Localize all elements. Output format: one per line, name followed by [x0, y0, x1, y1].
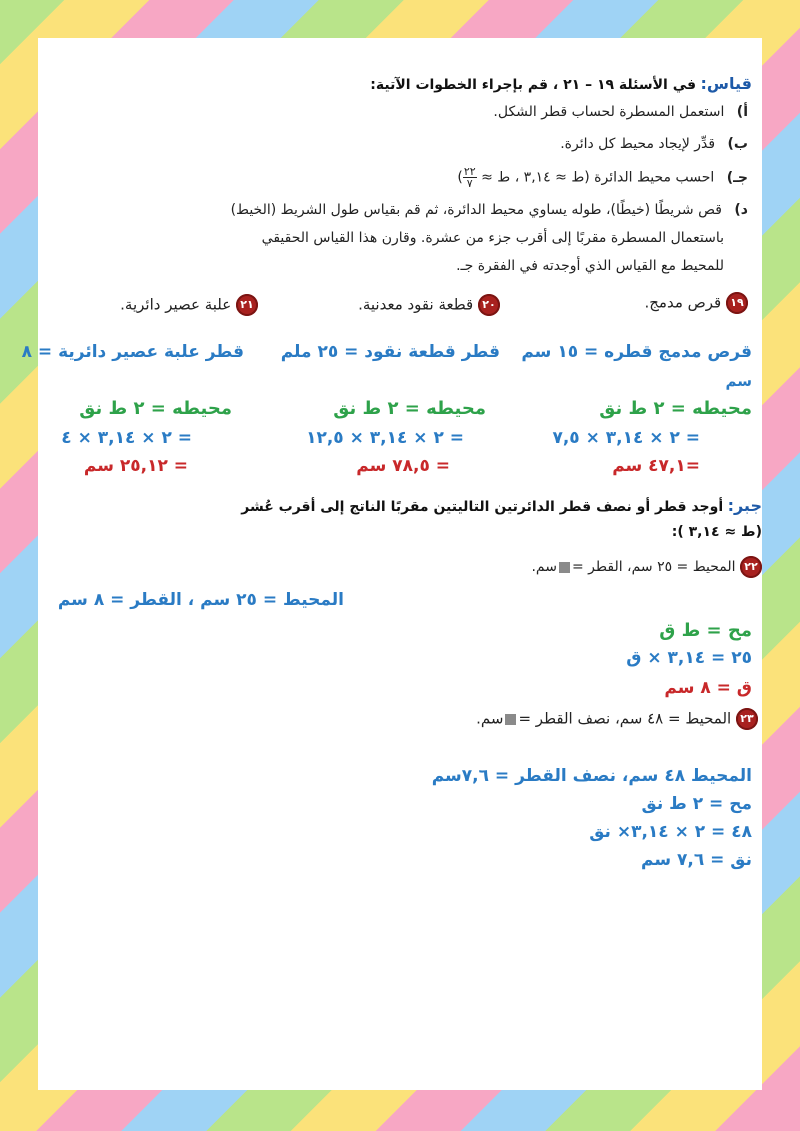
answer-19-formula: محيطه = ٢ ط نق — [599, 398, 752, 419]
step-b-letter: ب) — [727, 136, 748, 152]
step-c-letter: جـ) — [726, 169, 748, 186]
answer-23-result: نق = ٧,٦ سم — [641, 850, 752, 870]
problem-19 — [644, 292, 748, 314]
blank-box-icon — [505, 714, 516, 725]
step-c-fraction — [463, 166, 477, 189]
problem-19-label: قرص مدمج. — [644, 293, 722, 312]
answer-19-diameter: قرص مدمج قطره = ١٥ سم — [521, 342, 752, 362]
step-d-line1: قص شريطًا (خيطًا)، طوله يساوي محيط الدائرة، ثم قم بقياس طول الشريط (الخيط) — [230, 202, 722, 218]
answer-21-diameter: قطر علبة عصير دائرية = ٨ — [21, 342, 244, 362]
answer-23-line: المحيط ٤٨ سم، نصف القطر = ٧,٦سم — [431, 766, 752, 786]
problem-23-text-after: سم. — [476, 709, 504, 728]
worksheet-page — [21, 38, 762, 1090]
step-a-text: استعمل المسطرة لحساب قطر الشكل. — [493, 104, 725, 120]
fraction-denominator: ٧ — [466, 177, 473, 190]
answer-20-formula: محيطه = ٢ ط نق — [333, 398, 486, 419]
problem-20-number: ٢٠ — [478, 294, 500, 316]
algebra-heading — [241, 496, 762, 515]
answer-22-result: ق = ٨ سم — [664, 678, 752, 698]
answer-21-calc: = ٢ × ٣,١٤ × ٤ — [61, 428, 192, 448]
answer-19-calc: = ٢ × ٣,١٤ × ٧,٥ — [552, 428, 700, 448]
step-a — [493, 104, 748, 120]
step-d-line3: للمحيط مع القياس الذي أوجدته في الفقرة جـ. — [456, 258, 724, 274]
step-d-letter: د) — [734, 202, 748, 218]
algebra-pi-note: (ط ≈ ٣,١٤ ): — [671, 524, 762, 540]
answer-20-result: = ٧٨,٥ سم — [356, 456, 450, 476]
algebra-label: جبر: — [727, 496, 762, 515]
problem-19-number: ١٩ — [726, 292, 748, 314]
measure-label: قياس: — [700, 74, 752, 93]
problem-21 — [120, 294, 258, 316]
step-c: جـ) احسب محيط الدائرة (ط ≈ ٣,١٤ ، ط ≈ $\frac{٢٢}{٧}$ ) — [457, 165, 748, 190]
algebra-intro: أوجد قطر أو نصف قطر الدائرتين التاليتين مقربًا الناتج إلى أقرب عُشر — [241, 499, 724, 515]
answer-19-unit-wrap: سم — [725, 372, 752, 390]
answer-19-result: =٤٧,١ سم — [612, 456, 700, 476]
step-c-text: احسب محيط الدائرة (ط ≈ ٣,١٤ ، ط ≈ — [481, 169, 715, 186]
problem-22 — [531, 556, 762, 578]
step-d — [231, 202, 748, 218]
answer-23-formula: مح = ٢ ط نق — [641, 794, 752, 814]
fraction-numerator: ٢٢ — [463, 165, 476, 178]
problem-23-number: ٢٣ — [736, 708, 758, 730]
answer-21-formula: محيطه = ٢ ط نق — [79, 398, 232, 419]
problem-20 — [358, 294, 500, 316]
step-d-line2: باستعمال المسطرة مقربًا إلى أقرب جزء من عشرة. وقارن هذا القياس الحقيقي — [261, 230, 724, 246]
blank-box-icon — [559, 562, 570, 573]
problem-23-text-before: المحيط = ٤٨ سم، نصف القطر = — [518, 709, 732, 728]
answer-22-line: المحيط = ٢٥ سم ، القطر = ٨ سم — [57, 590, 344, 610]
problem-22-number: ٢٢ — [740, 556, 762, 578]
problem-21-label: علبة عصير دائرية. — [120, 295, 232, 314]
problem-20-label: قطعة نقود معدنية. — [358, 295, 474, 314]
step-b-text: قدِّر لإيجاد محيط كل دائرة. — [560, 136, 716, 152]
answer-20-calc: = ٢ × ٣,١٤ × ١٢,٥ — [306, 428, 464, 448]
step-a-letter: أ) — [736, 104, 748, 120]
problem-22-text-after: سم. — [531, 559, 557, 575]
problem-23 — [476, 708, 758, 730]
answer-22-calc: ٢٥ = ٣,١٤ × ق — [626, 648, 752, 668]
answer-22-formula: مح = ط ق — [659, 620, 752, 641]
problem-22-text-before: المحيط = ٢٥ سم، القطر = — [571, 559, 736, 575]
measure-heading — [370, 74, 752, 93]
answer-20-diameter: قطر قطعة نقود = ٢٥ ملم — [280, 342, 500, 362]
problem-21-number: ٢١ — [236, 294, 258, 316]
answer-23-calc: ٤٨ = ٢ × ٣,١٤× نق — [589, 822, 752, 842]
step-b — [560, 136, 748, 152]
answer-21-result: = ٢٥,١٢ سم — [83, 456, 188, 476]
measure-intro: في الأسئلة ١٩ – ٢١ ، قم بإجراء الخطوات الآتية: — [370, 77, 697, 93]
